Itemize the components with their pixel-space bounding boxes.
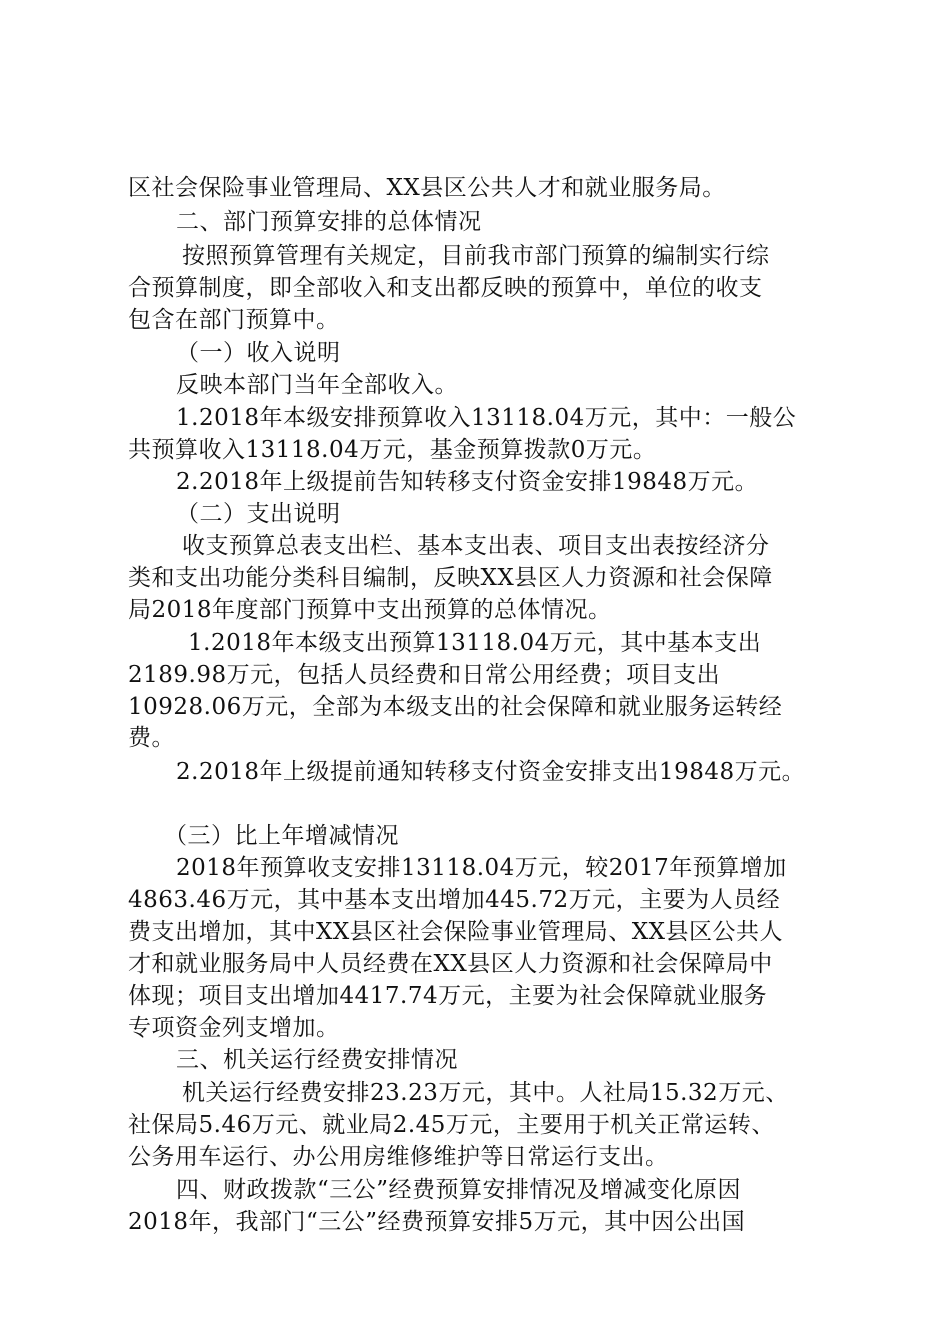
text-line: 体现；项目支出增加4417.74万元，主要为社会保障就业服务 <box>128 983 768 1009</box>
text-line: 合预算制度，即全部收入和支出都反映的预算中，单位的收支 <box>128 275 763 301</box>
section-heading: 三、机关运行经费安排情况 <box>176 1047 458 1073</box>
text-line: 2018年预算收支安排13118.04万元，较2017年预算增加 <box>176 855 787 881</box>
text-line: 2.2018年上级提前通知转移支付资金安排支出19848万元。 <box>176 759 806 785</box>
text-line: 收支预算总表支出栏、基本支出表、项目支出表按经济分 <box>182 533 770 559</box>
text-line: 共预算收入13118.04万元，基金预算拨款0万元。 <box>128 437 657 463</box>
text-line: 社保局5.46万元、就业局2.45万元，主要用于机关正常运转、 <box>128 1112 775 1138</box>
section-heading: 二、部门预算安排的总体情况 <box>176 209 482 235</box>
text-line: 专项资金列支增加。 <box>128 1015 340 1041</box>
text-line: 2018年，我部门“三公”经费预算安排5万元，其中因公出国 <box>128 1209 746 1235</box>
text-line: 机关运行经费安排23.23万元，其中。人社局15.32万元、 <box>182 1080 789 1106</box>
text-line: 2189.98万元，包括人员经费和日常公用经费；项目支出 <box>128 662 721 688</box>
text-line: 按照预算管理有关规定，目前我市部门预算的编制实行综 <box>182 243 770 269</box>
text-line: 区社会保险事业管理局、XX县区公共人才和就业服务局。 <box>128 175 726 201</box>
text-line: 类和支出功能分类科目编制，反映XX县区人力资源和社会保障 <box>128 565 773 591</box>
text-line: 局2018年度部门预算中支出预算的总体情况。 <box>128 597 612 623</box>
subsection-heading: （一）收入说明 <box>176 340 341 366</box>
section-heading: 四、财政拨款“三公”经费预算安排情况及增减变化原因 <box>176 1177 742 1203</box>
text-line: 费支出增加，其中XX县区社会保险事业管理局、XX县区公共人 <box>128 919 783 945</box>
text-line: 1.2018年本级支出预算13118.04万元，其中基本支出 <box>188 630 762 656</box>
subsection-heading: （三）比上年增减情况 <box>164 823 399 849</box>
text-line: 包含在部门预算中。 <box>128 307 340 333</box>
text-line: 才和就业服务局中人员经费在XX县区人力资源和社会保障局中 <box>128 951 773 977</box>
text-line: 4863.46万元，其中基本支出增加445.72万元，主要为人员经 <box>128 887 781 913</box>
text-line: 反映本部门当年全部收入。 <box>176 372 458 398</box>
text-line: 费。 <box>128 725 175 751</box>
subsection-heading: （二）支出说明 <box>176 501 341 527</box>
text-line: 2.2018年上级提前告知转移支付资金安排19848万元。 <box>176 469 759 495</box>
text-line: 10928.06万元，全部为本级支出的社会保障和就业服务运转经 <box>128 694 783 720</box>
text-line: 公务用车运行、办公用房维修维护等日常运行支出。 <box>128 1144 669 1170</box>
text-line: 1.2018年本级安排预算收入13118.04万元，其中：一般公 <box>176 405 797 431</box>
